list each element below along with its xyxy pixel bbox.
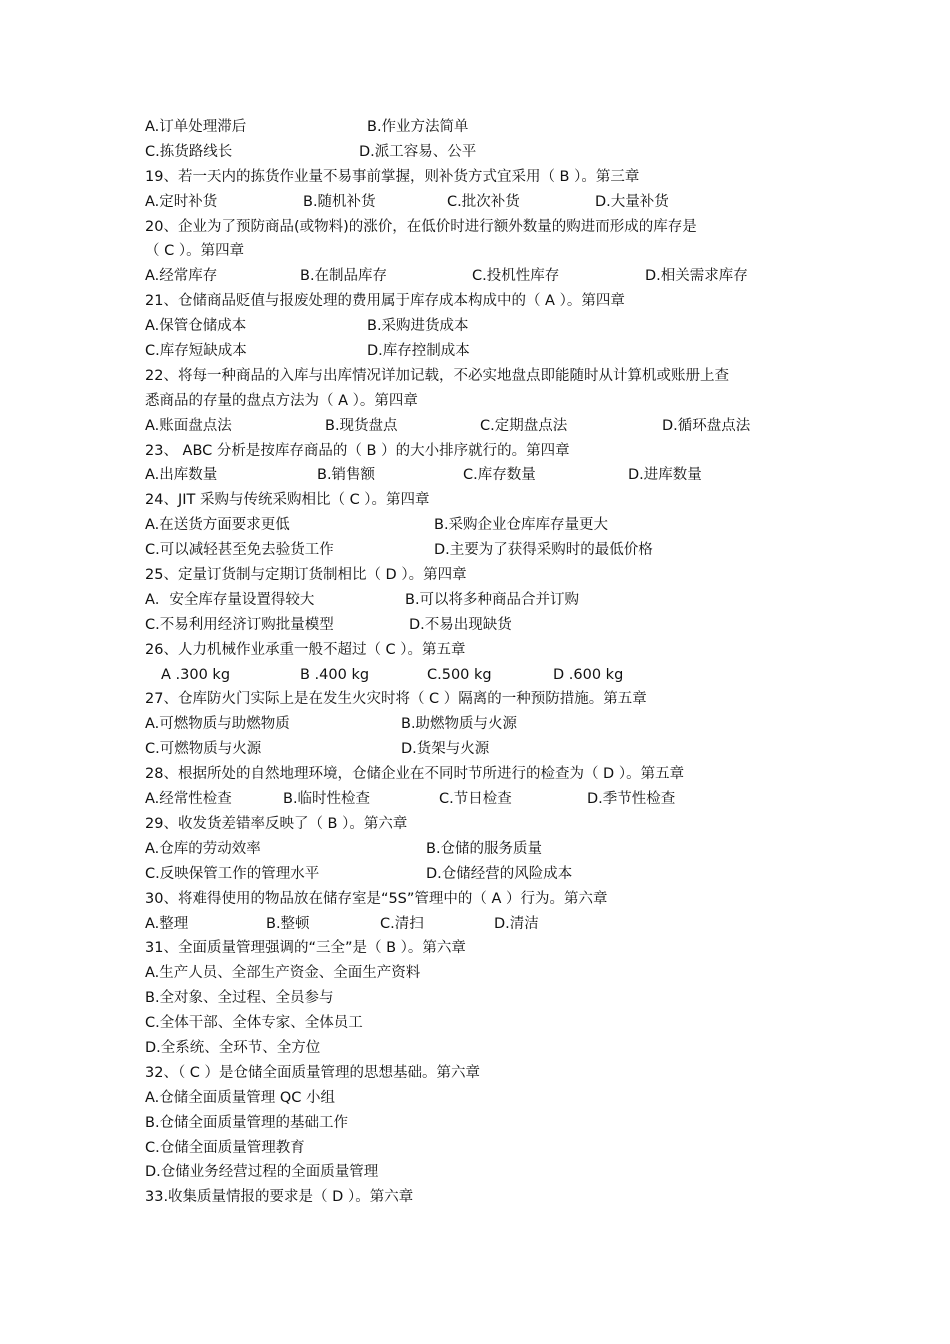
option-d: D.主要为了获得采购时的最低价格 xyxy=(434,542,653,559)
option-b: B.整顿 xyxy=(266,915,310,932)
question-text: （ C ）。第四章 xyxy=(145,243,245,260)
option-a: A.仓库的劳动效率 xyxy=(145,840,261,857)
option-line xyxy=(145,1160,815,1185)
option-d: D.大量补货 xyxy=(595,193,669,210)
option-c: C.仓储全面质量管理教育 xyxy=(145,1139,305,1156)
option-a: A.经常性检查 xyxy=(145,791,232,808)
option-line xyxy=(145,1111,815,1136)
option-line xyxy=(145,663,815,688)
option-d: D.仓储业务经营过程的全面质量管理 xyxy=(145,1164,379,1181)
option-line xyxy=(145,140,815,165)
option-b: B.仓储的服务质量 xyxy=(426,840,543,857)
question-26 xyxy=(145,638,815,663)
option-line xyxy=(145,264,815,289)
option-c: C.可以减轻甚至免去验货工作 xyxy=(145,542,334,559)
option-d: D.循环盘点法 xyxy=(662,417,751,434)
option-a: A.订单处理滞后 xyxy=(145,119,247,135)
option-c: C.500 kg xyxy=(427,666,492,683)
option-line xyxy=(145,912,815,937)
option-c: C.批次补货 xyxy=(447,193,520,210)
question-text: 悉商品的存量的盘点方法为（ A ）。第四章 xyxy=(145,392,418,409)
question-text: 33.收集质量情报的要求是（ D ）。第六章 xyxy=(145,1189,414,1206)
question-20-cont xyxy=(145,239,815,264)
option-a: A.出库数量 xyxy=(145,467,218,484)
question-text: 27、仓库防火门实际上是在发生火灾时将（ C ）隔离的一种预防措施。第五章 xyxy=(145,691,647,708)
option-line xyxy=(145,190,815,215)
option-line xyxy=(145,339,815,364)
option-line xyxy=(145,538,815,563)
question-23 xyxy=(145,439,815,464)
option-b: B.全对象、全过程、全员参与 xyxy=(145,990,334,1007)
question-list xyxy=(145,115,815,1210)
question-28 xyxy=(145,762,815,787)
option-c: C.节日检查 xyxy=(439,791,512,808)
option-c: C.反映保管工作的管理水平 xyxy=(145,865,320,882)
option-a: A.保管仓储成本 xyxy=(145,318,247,335)
question-30 xyxy=(145,887,815,912)
option-d: D.进库数量 xyxy=(628,467,702,484)
option-b: B.可以将多种商品合并订购 xyxy=(405,591,580,608)
option-line xyxy=(145,463,815,488)
question-text: 24、JIT 采购与传统采购相比（ C ）。第四章 xyxy=(145,492,430,509)
option-c: C.可燃物质与火源 xyxy=(145,741,262,758)
option-a: A.经常库存 xyxy=(145,268,218,285)
question-29 xyxy=(145,812,815,837)
question-text: 21、仓储商品贬值与报废处理的费用属于库存成本构成中的（ A ）。第四章 xyxy=(145,293,625,310)
question-text: 26、人力机械作业承重一般不超过（ C ）。第五章 xyxy=(145,641,466,658)
option-line xyxy=(145,1086,815,1111)
option-b: B.现货盘点 xyxy=(325,417,398,434)
option-line xyxy=(145,986,815,1011)
option-line xyxy=(145,961,815,986)
option-d: D.季节性检查 xyxy=(587,791,676,808)
option-a: A.整理 xyxy=(145,915,189,932)
option-a: A.在送货方面要求更低 xyxy=(145,517,290,534)
option-line xyxy=(145,1011,815,1036)
option-b: B.临时性检查 xyxy=(283,791,371,808)
question-22-cont xyxy=(145,389,815,414)
option-d: D.清洁 xyxy=(494,915,539,932)
question-24 xyxy=(145,488,815,513)
option-line xyxy=(145,712,815,737)
option-c: C.不易利用经济订购批量模型 xyxy=(145,616,334,633)
option-line xyxy=(145,513,815,538)
option-d: D.相关需求库存 xyxy=(645,268,748,285)
option-b: B.采购进货成本 xyxy=(367,318,469,335)
question-31 xyxy=(145,936,815,961)
option-line xyxy=(145,1036,815,1061)
question-33 xyxy=(145,1185,815,1210)
question-text: 20、企业为了预防商品(或物料)的涨价，在低价时进行额外数量的购进而形成的库存是 xyxy=(145,218,697,235)
question-21 xyxy=(145,289,815,314)
option-a: A.账面盘点法 xyxy=(145,417,232,434)
option-a: A .300 kg xyxy=(161,666,231,683)
option-line xyxy=(145,314,815,339)
option-line xyxy=(145,737,815,762)
question-20 xyxy=(145,215,815,240)
question-text: 30、将难得使用的物品放在储存室是“5S”管理中的（ A ）行为。第六章 xyxy=(145,890,608,907)
option-d: D.货架与火源 xyxy=(401,741,490,758)
option-b: B.作业方法简单 xyxy=(367,119,469,135)
option-c: C.库存数量 xyxy=(463,467,536,484)
option-c: C.投机性库存 xyxy=(472,268,560,285)
question-27 xyxy=(145,687,815,712)
option-line xyxy=(145,613,815,638)
option-b: B.采购企业仓库库存量更大 xyxy=(434,517,609,534)
option-line xyxy=(145,115,815,140)
option-line xyxy=(145,588,815,613)
question-text: 32、（ C ）是仓储全面质量管理的思想基础。第六章 xyxy=(145,1064,481,1081)
option-a: A.定时补货 xyxy=(145,193,218,210)
option-b: B.助燃物质与火源 xyxy=(401,716,518,733)
option-c: C.全体干部、全体专家、全体员工 xyxy=(145,1015,363,1032)
option-line xyxy=(145,1136,815,1161)
question-text: 31、全面质量管理强调的“三全”是（ B ）。第六章 xyxy=(145,940,466,957)
option-b: B.在制品库存 xyxy=(300,268,388,285)
option-b: B .400 kg xyxy=(300,666,370,683)
option-c: C.清扫 xyxy=(380,915,424,932)
option-b: B.仓储全面质量管理的基础工作 xyxy=(145,1114,349,1131)
question-19 xyxy=(145,165,815,190)
question-text: 23、 ABC 分析是按库存商品的（ B ）的大小排序就行的。第四章 xyxy=(145,442,570,459)
option-line xyxy=(145,414,815,439)
option-c: C.定期盘点法 xyxy=(480,417,568,434)
question-text: 28、根据所处的自然地理环境，仓储企业在不同时节所进行的检查为（ D ）。第五章 xyxy=(145,766,685,783)
option-c: C.库存短缺成本 xyxy=(145,343,247,360)
option-d: D.仓储经营的风险成本 xyxy=(426,865,573,882)
question-22 xyxy=(145,364,815,389)
question-text: 29、收发货差错率反映了（ B ）。第六章 xyxy=(145,815,408,832)
option-line xyxy=(145,787,815,812)
option-d: D .600 kg xyxy=(553,666,624,683)
option-d: D.不易出现缺货 xyxy=(409,616,512,633)
option-a: A.可燃物质与助燃物质 xyxy=(145,716,290,733)
question-32 xyxy=(145,1061,815,1086)
option-b: B.随机补货 xyxy=(303,193,376,210)
question-text: 19、若一天内的拣货作业量不易事前掌握，则补货方式宜采用（ B ）。第三章 xyxy=(145,168,640,185)
option-c: C.拣货路线长 xyxy=(145,143,233,160)
option-d: D.派工容易、公平 xyxy=(359,143,477,160)
question-text: 25、定量订货制与定期订货制相比（ D ）。第四章 xyxy=(145,567,467,584)
option-line xyxy=(145,862,815,887)
option-b: B.销售额 xyxy=(317,467,376,484)
question-text: 22、将每一种商品的入库与出库情况详加记载，不必实地盘点即能随时从计算机或账册上查 xyxy=(145,367,729,384)
option-d: D.全系统、全环节、全方位 xyxy=(145,1039,321,1056)
option-a: A.生产人员、全部生产资金、全面生产资料 xyxy=(145,965,421,982)
option-a: A.仓储全面质量管理 QC 小组 xyxy=(145,1089,336,1106)
option-a: A．安全库存量设置得较大 xyxy=(145,591,315,608)
option-d: D.库存控制成本 xyxy=(367,343,470,360)
option-line xyxy=(145,837,815,862)
question-25 xyxy=(145,563,815,588)
